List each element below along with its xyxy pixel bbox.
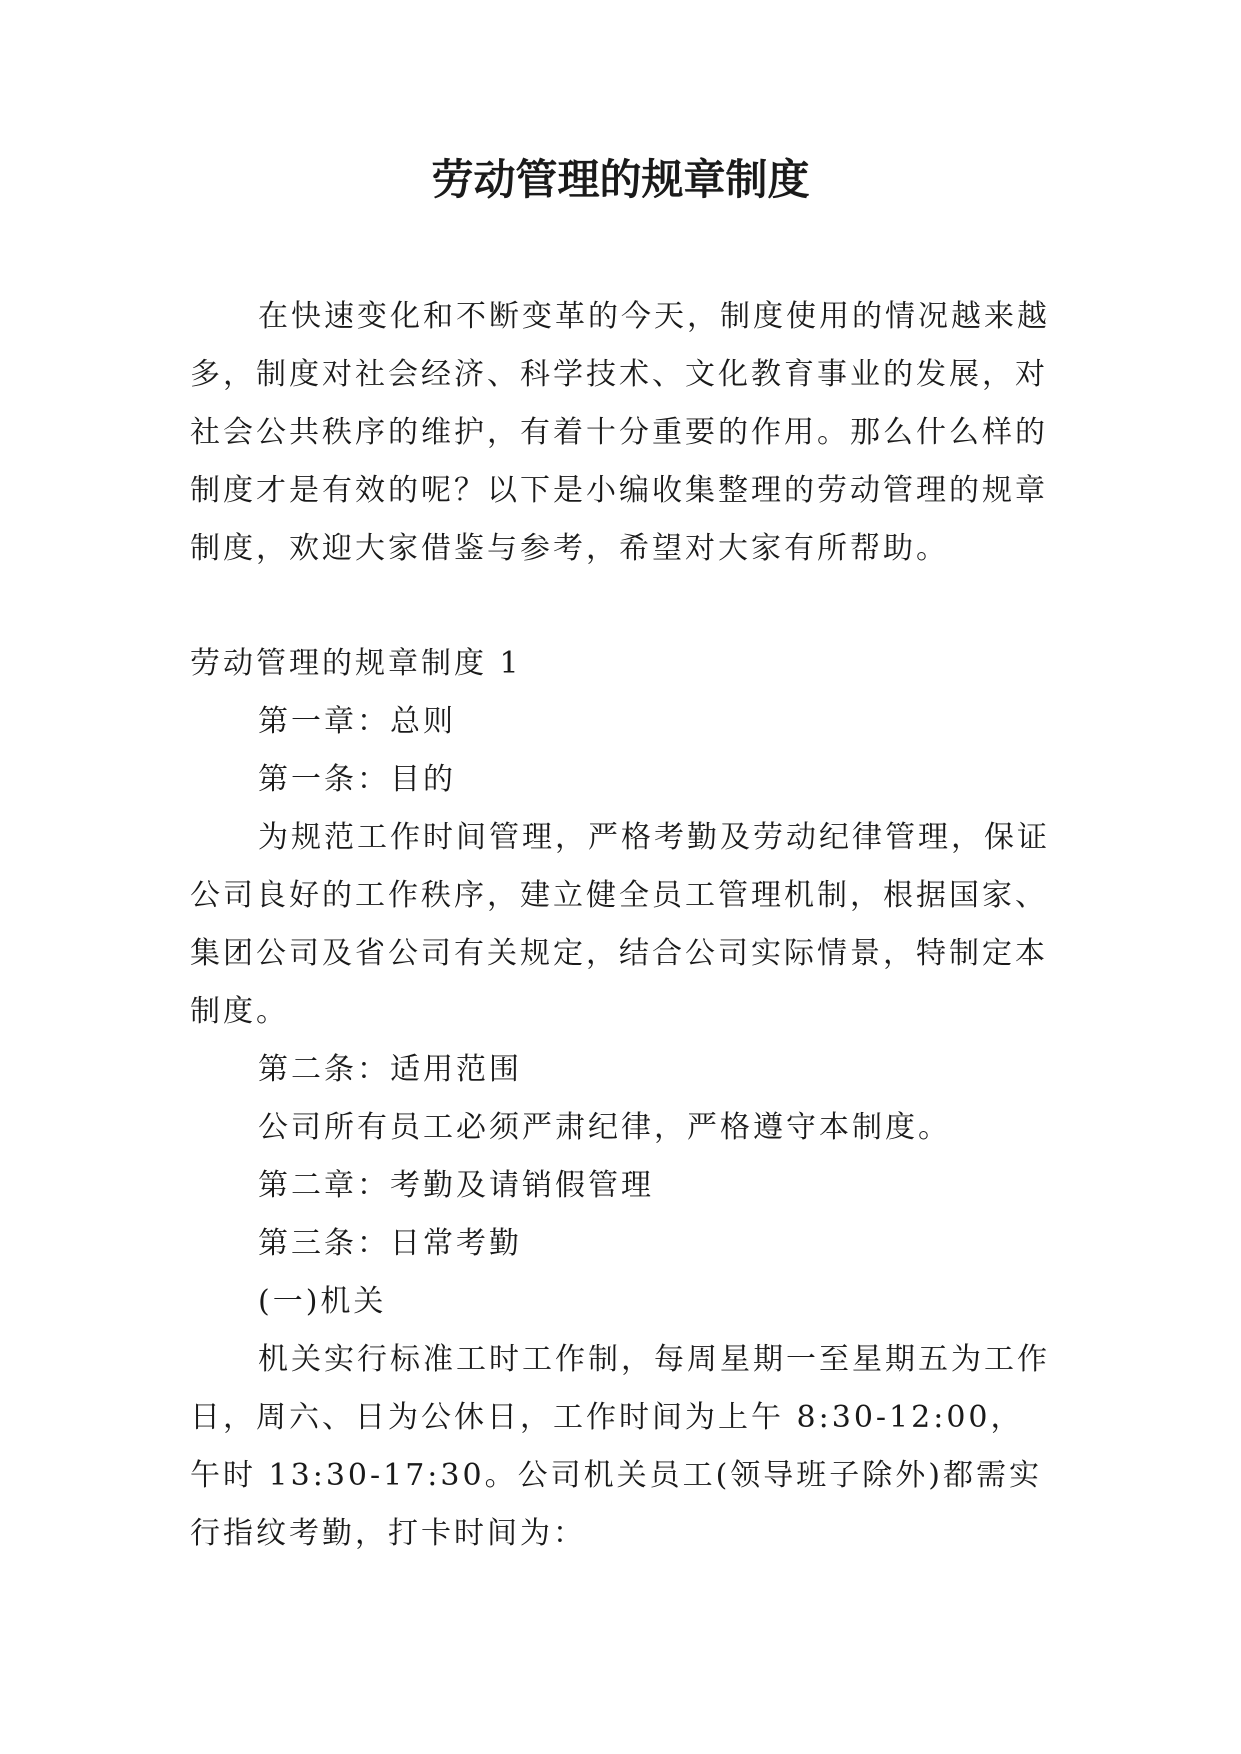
document-title: 劳动管理的规章制度 <box>431 155 810 204</box>
article-2-heading: 第二条：适用范围 <box>258 1052 522 1087</box>
item-1-text: 机关实行标准工时工作制，每周星期一至星期五为工作日，周六、日为公休日，工作时间为上午 8:30-12:00，午时 13:30-17:30。公司机关员工(领导班子除外)都需实行指纹考勤，打卡时间为： <box>190 1342 1050 1551</box>
item-1-heading: (一)机关 <box>258 1284 387 1319</box>
chapter-2-heading: 第二章：考勤及请销假管理 <box>258 1168 654 1203</box>
article-3-heading: 第三条：日常考勤 <box>258 1226 522 1261</box>
article-1-text: 为规范工作时间管理，严格考勤及劳动纪律管理，保证公司良好的工作秩序，建立健全员工管理机制，根据国家、集团公司及省公司有关规定，结合公司实际情景，特制定本制度。 <box>190 820 1050 1029</box>
article-2-text: 公司所有员工必须严肃纪律，严格遵守本制度。 <box>258 1110 951 1145</box>
section-heading: 劳动管理的规章制度 1 <box>190 646 522 681</box>
regulations-block <box>190 635 1050 1563</box>
intro-paragraph: 在快速变化和不断变革的今天，制度使用的情况越来越多，制度对社会经济、科学技术、文化教育事业的发展，对社会公共秩序的维护，有着十分重要的作用。那么什么样的制度才是有效的呢？以下是小编收集整理的劳动管理的规章制度，欢迎大家借鉴与参考，希望对大家有所帮助。 <box>190 299 1050 566</box>
chapter-1-heading: 第一章：总则 <box>258 704 456 739</box>
intro-block <box>190 288 1050 578</box>
article-1-heading: 第一条：目的 <box>258 762 456 797</box>
